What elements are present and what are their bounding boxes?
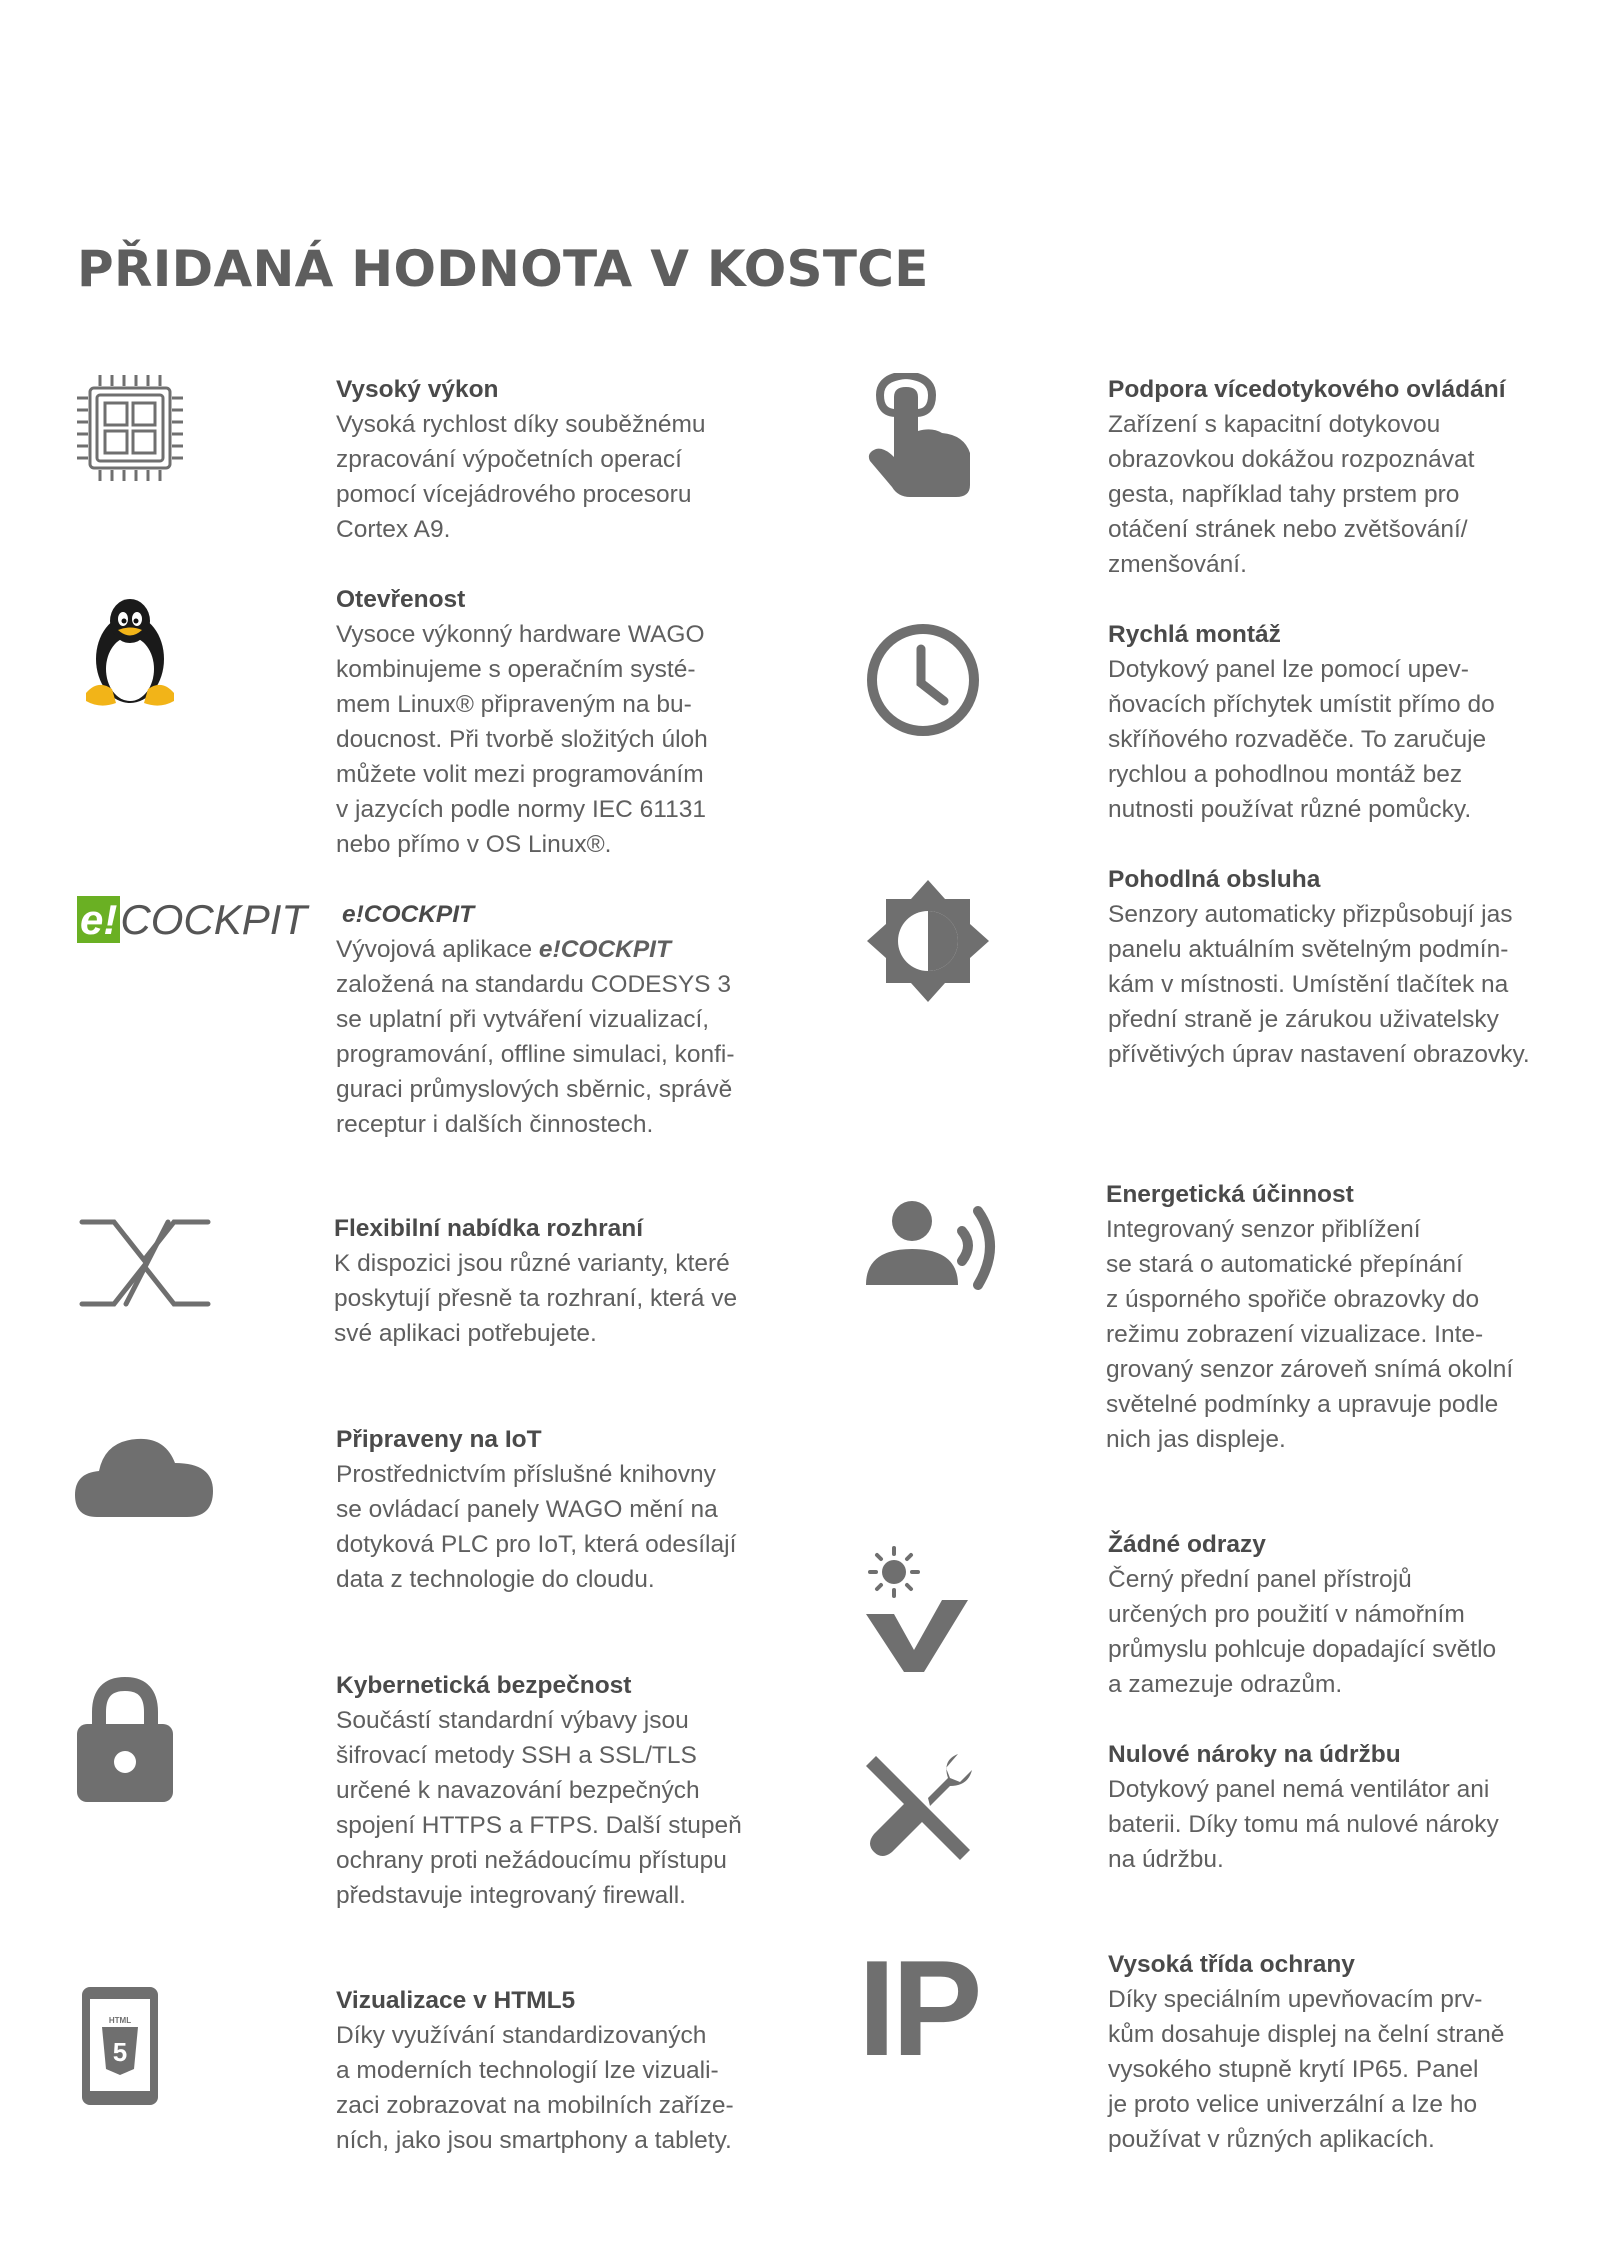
feature-description [1106,1212,1513,1457]
feature-line: gesta, například tahy prstem pro [1108,481,1460,508]
feature-line: se ovládací panely WAGO mění na [336,1496,718,1523]
lock-icon [75,1674,175,1804]
feature-line: skříňového rozvaděče. To zaručuje [1108,726,1487,753]
feature-udrzba [1108,1737,1499,1877]
feature-line: Vysoká rychlost díky souběžnému [336,411,706,438]
feature-line: na údržbu. [1108,1846,1224,1873]
feature-line: kům dosahuje displej na čelní straně [1108,2021,1505,2048]
feature-montaz [1108,617,1495,827]
feature-line: doucnost. Při tvorbě složitých úloh [336,726,708,753]
feature-description [334,1246,737,1351]
feature-line: režimu zobrazení vizualizace. Inte- [1106,1321,1484,1348]
html5-tablet-icon [80,1985,160,2107]
feature-line: rychlou a pohodlnou montáž bez [1108,761,1463,788]
anti-reflection-icon [862,1544,972,1674]
feature-line: z úsporného spořiče obrazovky do [1106,1286,1480,1313]
feature-line: dotyková PLC pro IoT, která odesílají [336,1531,737,1558]
feature-line: šifrovací metody SSH a SSL/TLS [336,1742,697,1769]
feature-description [1108,1772,1499,1877]
feature-line: ochrany proti nežádoucímu přístupu [336,1847,727,1874]
feature-title: Rychlá montáž [1108,621,1281,648]
feature-line: data z technologie do cloudu. [336,1566,655,1593]
page-title: PŘIDANÁ HODNOTA V KOSTCE [77,240,929,298]
feature-line [336,932,735,967]
feature-title: Připraveny na IoT [336,1426,542,1453]
cloud-icon [75,1427,215,1517]
feature-line: programování, offline simulaci, konfi- [336,1041,735,1068]
interface-switch-icon [78,1218,214,1308]
feature-title: Vysoký výkon [336,376,499,403]
feature-line: poskytují přesně ta rozhraní, která ve [334,1285,738,1312]
feature-line: nebo přímo v OS Linux®. [336,831,612,858]
feature-description [1108,1982,1504,2157]
feature-line: Vysoce výkonný hardware WAGO [336,621,705,648]
feature-line: Černý přední panel přístrojů [1108,1566,1412,1593]
feature-description [1108,897,1530,1072]
feature-title: Flexibilní nabídka rozhraní [334,1215,644,1242]
feature-multitouch [1108,372,1506,582]
feature-line: kombinujeme s operačním systé- [336,656,696,683]
ip-logo: IP [858,1932,979,2084]
feature-title: Pohodlná obsluha [1108,866,1321,893]
ecockpit-logo-text: COCKPIT [120,896,308,943]
brightness-icon [867,880,989,1002]
feature-html5 [336,1983,734,2158]
feature-line-prefix: Vývojová aplikace [336,936,539,963]
feature-vysoky-vykon [336,372,706,547]
feature-line: K dispozici jsou různé varianty, které [334,1250,730,1277]
feature-title: Žádné odrazy [1108,1531,1266,1558]
feature-line: Senzory automaticky přizpůsobují jas [1108,901,1513,928]
feature-title: Otevřenost [336,586,466,613]
feature-iot [336,1422,736,1597]
feature-line-brand: e!COCKPIT [538,936,671,963]
feature-line: a zamezuje odrazům. [1108,1671,1343,1698]
feature-description [336,932,735,1142]
feature-line: používat v různých aplikacích. [1108,2126,1435,2153]
feature-line: otáčení stránek nebo zvětšování/ [1108,516,1468,543]
feature-description [336,617,708,862]
feature-title: Vizualizace v HTML5 [336,1987,576,2014]
feature-description [336,1703,742,1913]
feature-line: Součástí standardní výbavy jsou [336,1707,689,1734]
feature-line: receptur i dalších činnostech. [336,1111,654,1138]
feature-description [336,1457,736,1597]
feature-line: pomocí vícejádrového procesoru [336,481,692,508]
feature-line: ních, jako jsou smartphony a tablety. [336,2127,732,2154]
feature-ochrana [1108,1947,1504,2157]
feature-description [336,407,706,547]
feature-line: představuje integrovaný firewall. [336,1882,686,1909]
tools-icon [862,1752,974,1864]
feature-line: zmenšování. [1108,551,1247,578]
feature-title: Kybernetická bezpečnost [336,1672,632,1699]
feature-line: určené k navazování bezpečných [336,1777,700,1804]
feature-description [1108,407,1506,582]
feature-line: mem Linux® připraveným na bu- [336,691,692,718]
html5-label-top: HTML [108,2016,132,2025]
feature-line: Zařízení s kapacitní dotykovou [1108,411,1441,438]
feature-line: kám v místnosti. Umístění tlačítek na [1108,971,1509,998]
feature-odrazy [1108,1527,1496,1702]
feature-title: Vysoká třída ochrany [1108,1951,1355,1978]
feature-line: se stará o automatické přepínání [1106,1251,1463,1278]
feature-line: panelu aktuálním světelným podmín- [1108,936,1509,963]
feature-line: se uplatní při vytváření vizualizací, [336,1006,710,1033]
feature-line: průmyslu pohlcuje dopadající světlo [1108,1636,1497,1663]
linux-penguin-icon [82,597,178,709]
feature-line: přívětivých úprav nastavení obrazovky. [1108,1041,1530,1068]
feature-bezpecnost [336,1668,742,1913]
feature-energie [1106,1177,1513,1457]
feature-obsluha [1108,862,1530,1072]
feature-line: ňovacích příchytek umístit přímo do [1108,691,1495,718]
feature-line: zpracování výpočetních operací [336,446,682,473]
cpu-chip-icon [75,373,185,483]
feature-line: obrazovkou dokážou rozpoznávat [1108,446,1475,473]
feature-line: zaci zobrazovat na mobilních zaříze- [336,2092,734,2119]
feature-line: je proto velice univerzální a lze ho [1108,2091,1478,2118]
feature-description [1108,1562,1496,1702]
feature-line: založená na standardu CODESYS 3 [336,971,731,998]
feature-line: světelné podmínky a upravuje podle [1106,1391,1499,1418]
html5-label: 5 [112,2037,128,2067]
clock-icon [866,623,980,737]
feature-line: Díky speciálním upevňovacím prv- [1108,1986,1483,2013]
feature-title: Podpora vícedotykového ovládání [1108,376,1506,403]
feature-line: Dotykový panel nemá ventilátor ani [1108,1776,1490,1803]
feature-line: Cortex A9. [336,516,451,543]
feature-line: Díky využívání standardizovaných [336,2022,707,2049]
feature-description [336,2018,734,2158]
feature-flexibilni [334,1211,737,1351]
feature-line: vysokého stupně krytí IP65. Panel [1108,2056,1479,2083]
feature-line: guraci průmyslových sběrnic, správě [336,1076,733,1103]
ecockpit-logo [77,896,307,944]
feature-title: e!COCKPIT [342,901,475,928]
feature-line: baterii. Díky tomu má nulové nároky [1108,1811,1499,1838]
feature-title: Energetická účinnost [1106,1181,1354,1208]
feature-line: Integrovaný senzor přiblížení [1106,1216,1421,1243]
feature-line: a moderních technologií lze vizuali- [336,2057,719,2084]
feature-line: grovaný senzor zároveň snímá okolní [1106,1356,1514,1383]
feature-line: Prostřednictvím příslušné knihovny [336,1461,716,1488]
feature-ecockpit [336,897,735,1142]
feature-line: v jazycích podle normy IEC 61131 [336,796,706,823]
feature-line: určených pro použití v námořním [1108,1601,1465,1628]
feature-line: nich jas displeje. [1106,1426,1286,1453]
feature-title: Nulové nároky na údržbu [1108,1741,1401,1768]
ecockpit-logo-e: e! [77,896,120,943]
touch-hand-icon [866,373,976,499]
feature-otevrenost [336,582,708,862]
feature-line: spojení HTTPS a FTPS. Další stupeň [336,1812,742,1839]
feature-description [1108,652,1495,827]
feature-line: přední straně je zárukou uživatelsky [1108,1006,1499,1033]
feature-line: Dotykový panel lze pomocí upev- [1108,656,1469,683]
feature-line: své aplikaci potřebujete. [334,1320,597,1347]
proximity-sensor-icon [864,1193,1004,1293]
feature-line: můžete volit mezi programováním [336,761,704,788]
feature-line: nutnosti používat různé pomůcky. [1108,796,1472,823]
